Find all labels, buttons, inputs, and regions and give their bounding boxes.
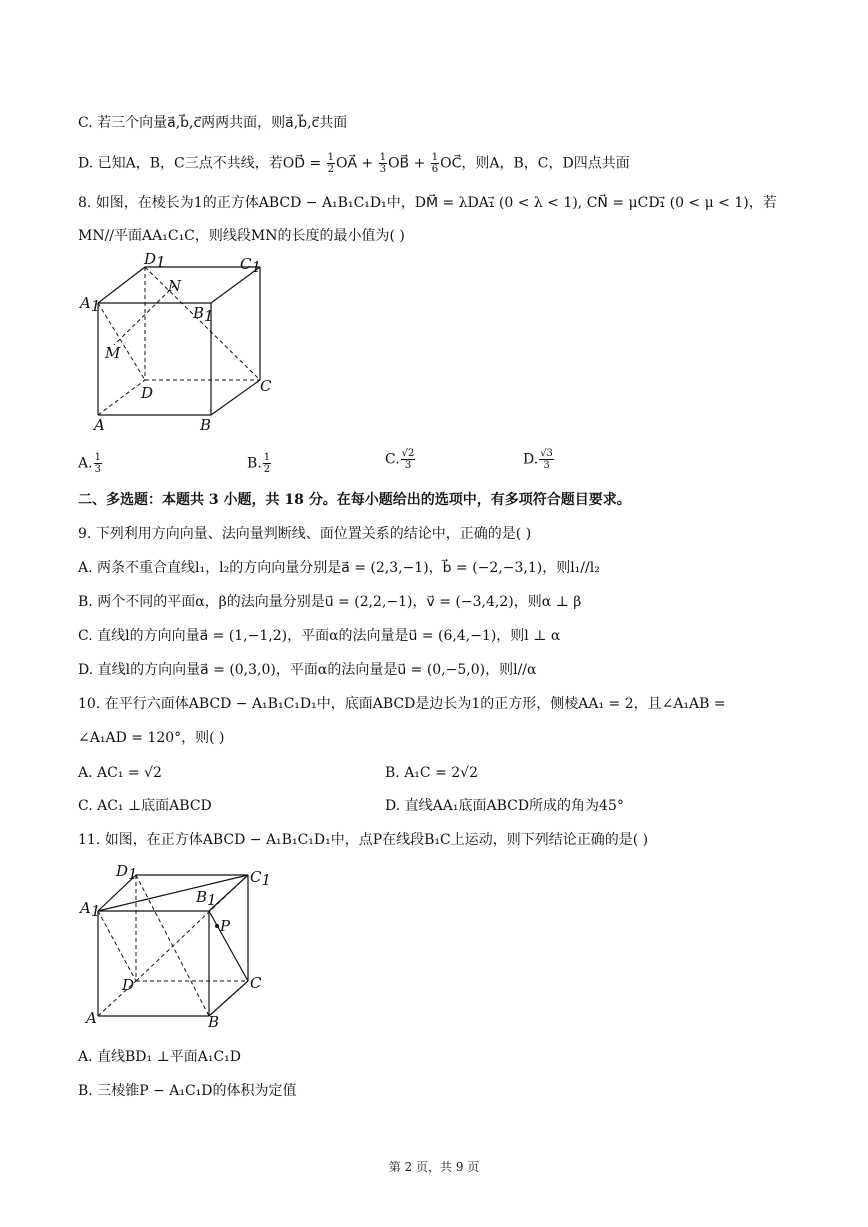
q8-stem-line2: MN//平面AA₁C₁C，则线段MN的长度的最小值为( ) (78, 228, 405, 244)
q11-stem: 11. 如图，在正方体ABCD − A₁B₁C₁D₁中，点P在线段B₁C上运动，则下列结论正确的是( ) (78, 832, 649, 848)
q10-option-b: B. A₁C = 2√2 (385, 765, 478, 781)
label-B1: B1 (196, 888, 217, 909)
label-M: M (105, 344, 121, 362)
label-A1: A1 (80, 899, 101, 920)
q7d-part1: D. 已知A，B，C三点不共线，若OD⃗ = (78, 155, 326, 172)
q7d-part2: OA⃗ + (336, 155, 378, 172)
label-B: B (208, 1013, 220, 1031)
cube-figure-q8 (78, 250, 288, 440)
cube-figure-q11 (78, 858, 278, 1033)
label-A1: A1 (80, 294, 101, 315)
fraction-third: $\frac{1}{3}$ (379, 152, 387, 175)
label-C1: C1 (240, 255, 262, 276)
q7d-part4: OC⃗，则A，B，C，D四点共面 (440, 155, 630, 172)
label-C1: C1 (250, 868, 272, 889)
section-heading: 二、多选题：本题共 3 小题，共 18 分。在每小题给出的选项中，有多项符合题目要求。 (78, 492, 631, 508)
q9-stem: 9. 下列利用方向向量、法向量判断线、面位置关系的结论中，正确的是( ) (78, 526, 532, 542)
q8-stem-line1: 8. 如图，在棱长为1的正方体ABCD − A₁B₁C₁D₁中，DM⃗ = λDA₁⃗ (0 < λ < 1), CN⃗ = μCD₁⃗ (0 < μ < 1)，若 (78, 195, 777, 211)
q8-option-c: C. $\frac{√2}{3}$ (385, 448, 415, 471)
label-P: P (220, 917, 231, 935)
q9-option-a: A. 两条不重合直线l₁，l₂的方向向量分别是a⃗ = (2,3,−1)，b⃗ = (−2,−3,1)，则l₁//l₂ (78, 560, 600, 576)
q8-option-a: A. $\frac{1}{3}$ (78, 452, 101, 475)
q11-option-b: B. 三棱锥P − A₁C₁D的体积为定值 (78, 1083, 297, 1099)
label-D: D (122, 976, 135, 994)
label-D1: D1 (144, 250, 166, 271)
q9-option-b: B. 两个不同的平面α，β的法向量分别是u⃗ = (2,2,−1)，v⃗ = (−3,4,2)，则α ⊥ β (78, 594, 582, 610)
fraction-sixth: $\frac{1}{6}$ (431, 152, 439, 175)
q9-option-d: D. 直线l的方向向量a⃗ = (0,3,0)，平面α的法向量是u⃗ = (0,−5,0)，则l//α (78, 662, 537, 678)
q10-option-d: D. 直线AA₁底面ABCD所成的角为45° (385, 798, 624, 814)
q7-option-c: C. 若三个向量a⃗,b⃗,c⃗两两共面，则a⃗,b⃗,c⃗共面 (78, 115, 348, 131)
label-B1: B1 (193, 304, 214, 325)
fraction-half: $\frac{1}{2}$ (327, 152, 334, 175)
q10-option-c: C. AC₁ ⊥底面ABCD (78, 798, 212, 814)
q8-option-d: D. $\frac{√3}{3}$ (523, 448, 553, 471)
q10-stem-line1: 10. 在平行六面体ABCD − A₁B₁C₁D₁中，底面ABCD是边长为1的正方形，侧棱AA₁ = 2，且∠A₁AB = (78, 696, 726, 712)
q9-option-c: C. 直线l的方向向量a⃗ = (1,−1,2)，平面α的法向量是u⃗ = (6,4,−1)，则l ⊥ α (78, 628, 561, 644)
q7-option-d (78, 152, 630, 175)
label-C: C (250, 974, 262, 992)
q8-option-b: B. $\frac{1}{2}$ (247, 452, 271, 475)
page-footer: 第 2 页，共 9 页 (388, 1160, 480, 1174)
q11-option-a: A. 直线BD₁ ⊥平面A₁C₁D (78, 1049, 242, 1065)
label-B: B (200, 416, 212, 434)
q10-option-a: A. AC₁ = √2 (78, 765, 162, 781)
label-D1: D1 (116, 862, 138, 883)
label-A: A (94, 416, 105, 434)
label-C: C (260, 377, 272, 395)
label-A: A (86, 1009, 97, 1027)
label-D: D (141, 384, 154, 402)
q10-stem-line2: ∠A₁AD = 120°，则( ) (78, 730, 225, 746)
q7d-part3: OB⃗ + (388, 155, 430, 172)
label-N: N (168, 277, 182, 295)
